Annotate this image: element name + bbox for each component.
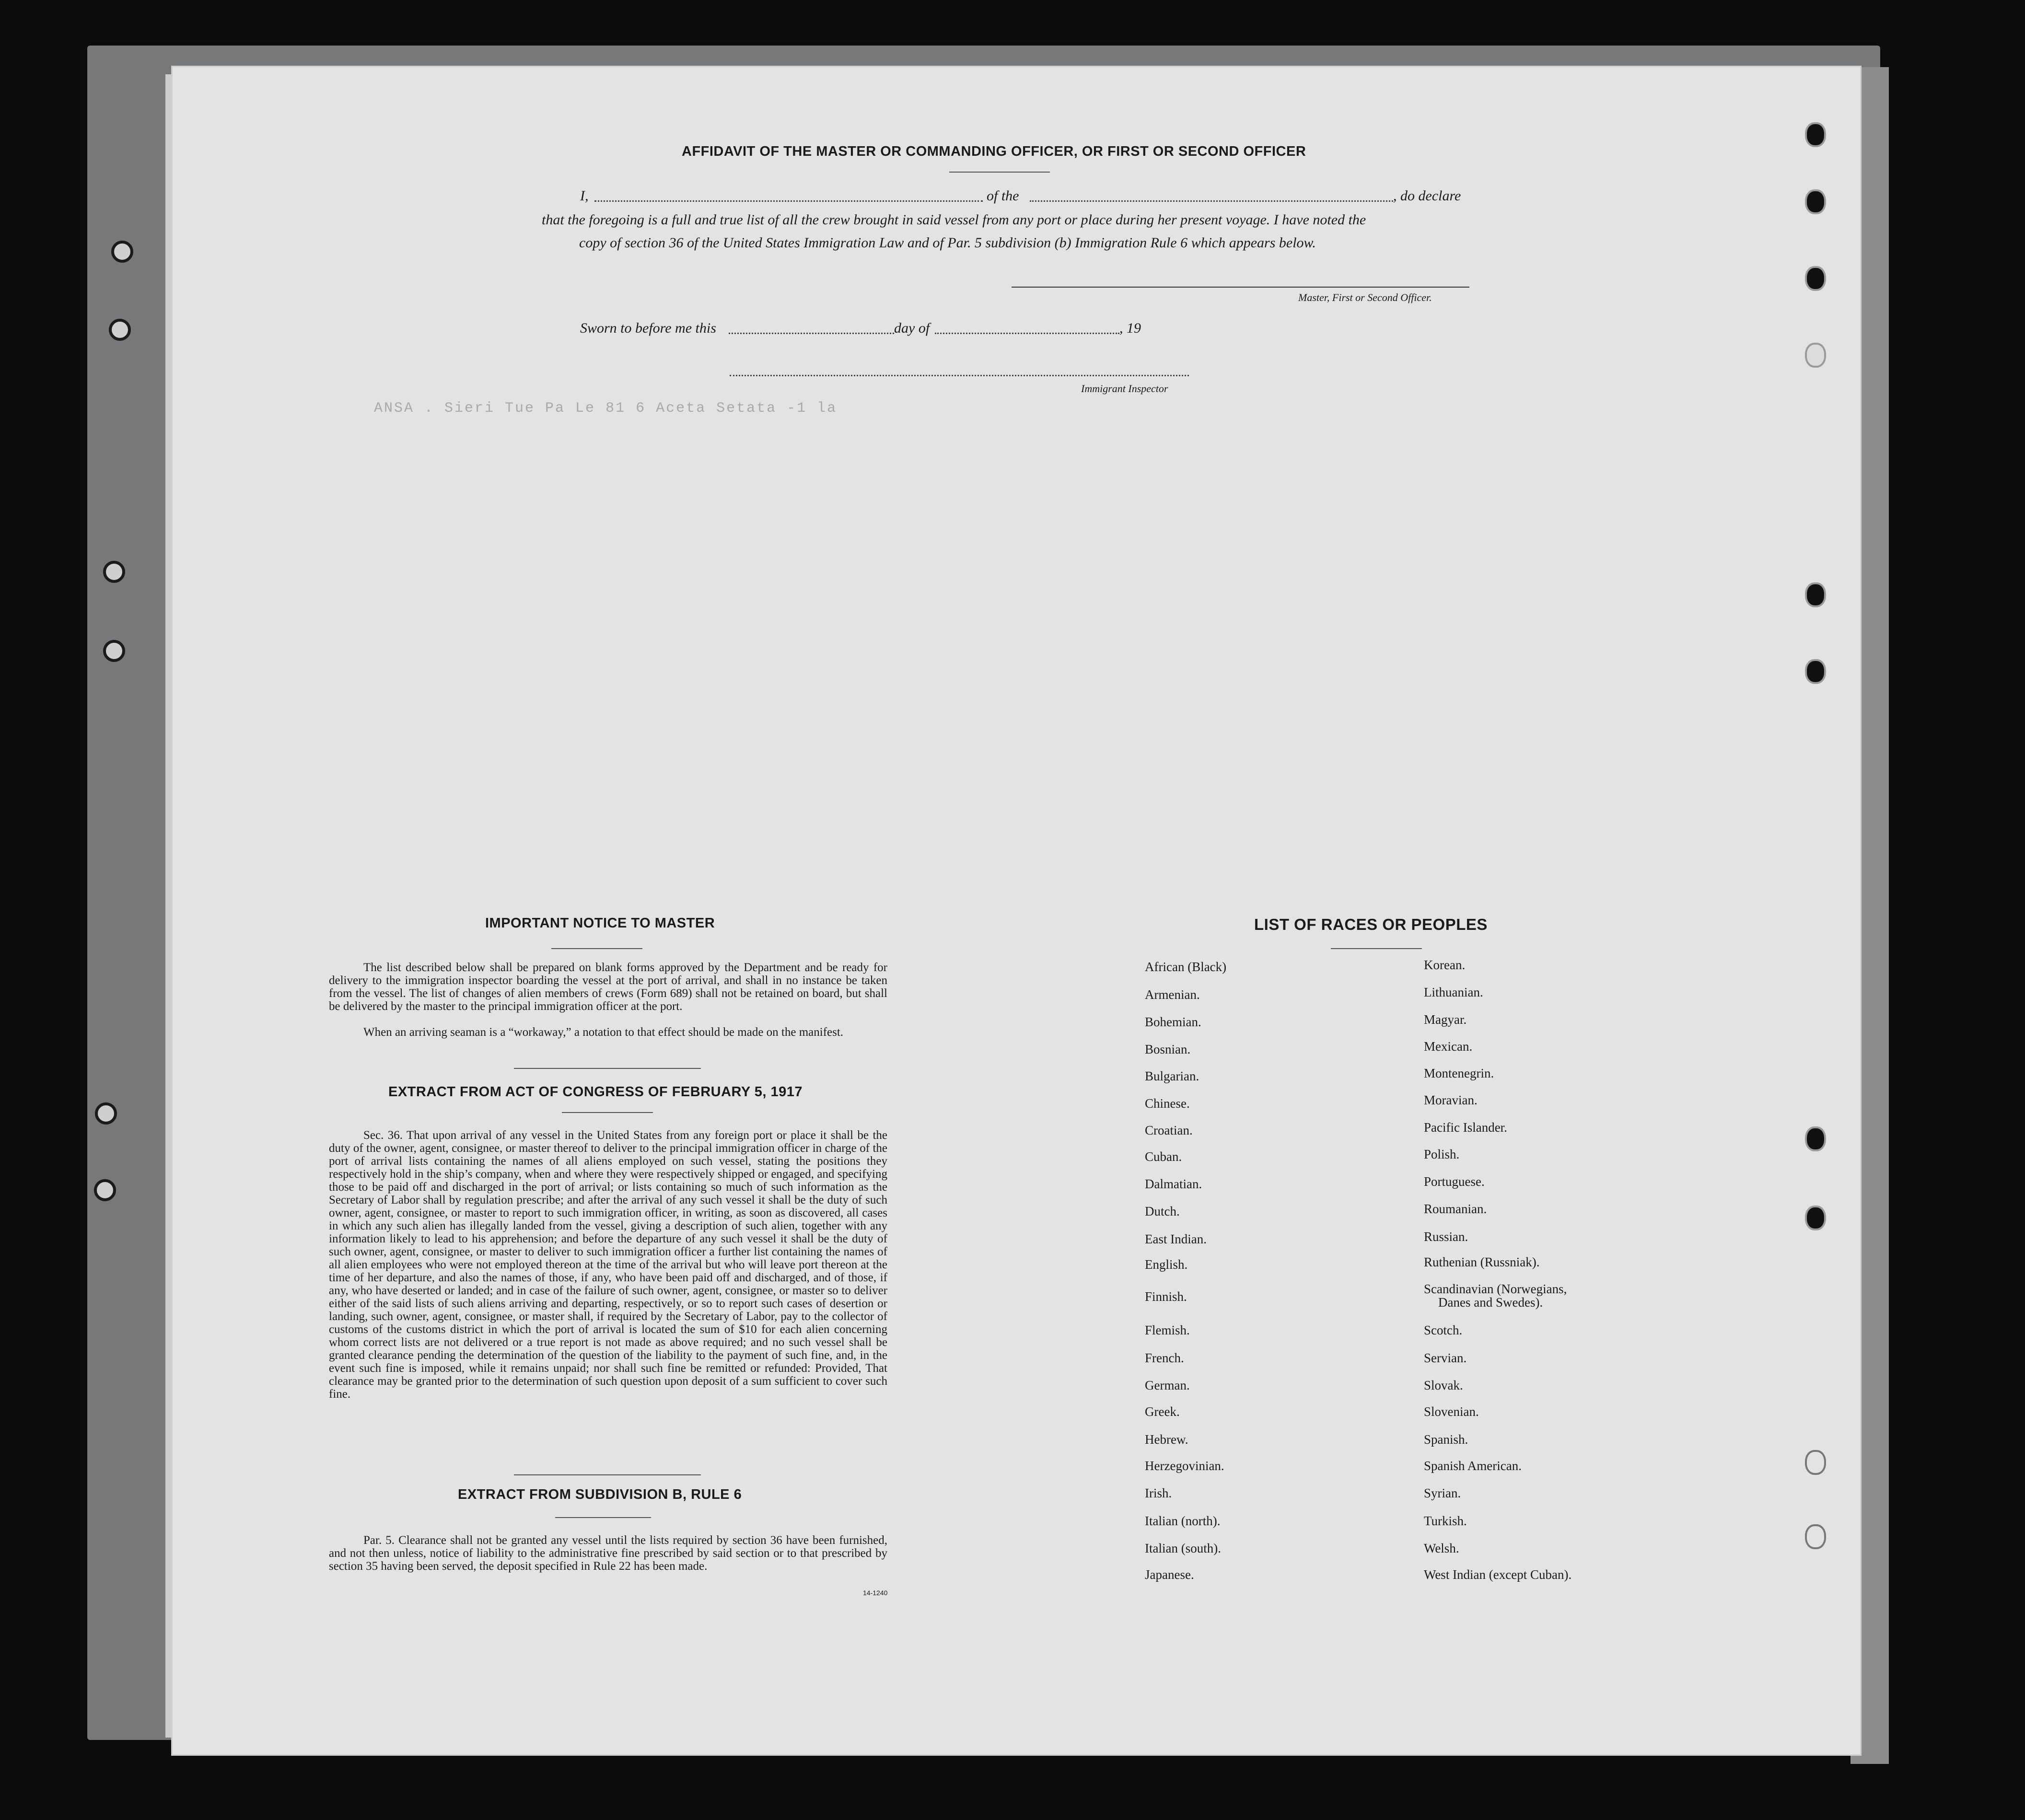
binder-hole-right-6: [1805, 659, 1826, 684]
notice-paragraph-2: When an arriving seaman is a “workaway,” a notation to that effect should be made on the manifest.: [363, 1026, 844, 1039]
race-item: Greek.: [1145, 1404, 1180, 1419]
race-item: Finnish.: [1145, 1289, 1187, 1304]
affidavit-title: AFFIDAVIT OF THE MASTER OR COMMANDING OFFICER, OR FIRST OR SECOND OFFICER: [682, 144, 1306, 159]
binder-hole-right-7: [1805, 1126, 1826, 1151]
inspector-label: Immigrant Inspector: [1081, 383, 1168, 394]
race-item: Bosnian.: [1145, 1042, 1191, 1056]
affidavit-line1-declare: , do declare: [1393, 188, 1461, 204]
race-item: Pacific Islander.: [1424, 1120, 1507, 1135]
race-item: Scotch.: [1424, 1323, 1463, 1337]
sworn-day-field[interactable]: [729, 333, 894, 334]
binder-hole-2: [109, 319, 131, 341]
race-item: Cuban.: [1145, 1149, 1182, 1164]
extract-rule-body: Par. 5. Clearance shall not be granted any vessel until the lists required by section 36 have been furnished, and not then unless, notice of liability to the administrative fine prescribed by said section or to that prescribed by section 35 having been served, the deposit specified in Rule 22 has been made.: [329, 1534, 887, 1573]
binder-hole-right-2: [1805, 189, 1826, 214]
affidavit-line3: copy of section 36 of the United States Immigration Law and of Par. 5 subdivision (b) Immigration Rule 6 which appears below.: [579, 235, 1316, 251]
race-item: Italian (south).: [1145, 1541, 1221, 1555]
race-item: East Indian.: [1145, 1232, 1207, 1246]
race-item: Hebrew.: [1145, 1432, 1188, 1447]
extract-act-title-rule: [562, 1112, 653, 1113]
race-item: Ruthenian (Russniak).: [1424, 1255, 1540, 1269]
affidavit-title-rule: [949, 172, 1050, 173]
race-item: Bulgarian.: [1145, 1069, 1199, 1083]
race-item: English.: [1145, 1257, 1188, 1272]
race-item: Japanese.: [1145, 1567, 1194, 1582]
binder-hole-right-9: [1805, 1450, 1826, 1475]
race-item: Chinese.: [1145, 1096, 1190, 1111]
notice-title: IMPORTANT NOTICE TO MASTER: [485, 916, 715, 931]
form-number: 14-1240: [863, 1589, 888, 1597]
master-signature-line[interactable]: [1012, 287, 1469, 288]
race-item: French.: [1145, 1351, 1184, 1365]
bleed-through-row: ANSA . Sieri Tue Pa Le 81 6 Aceta Setata -1 la: [374, 400, 838, 417]
binder-hole-right-1: [1805, 122, 1826, 147]
document-page: [173, 67, 1860, 1754]
race-item: Korean.: [1424, 958, 1466, 972]
race-item: Lithuanian.: [1424, 985, 1483, 999]
affidavit-line1-i: I,: [580, 188, 589, 204]
race-item: Danes and Swedes).: [1438, 1295, 1543, 1310]
section-divider-2: [514, 1474, 701, 1475]
race-item: Roumanian.: [1424, 1202, 1487, 1216]
day-of-label: day of: [894, 320, 930, 336]
sworn-before-label: Sworn to before me this: [580, 320, 716, 336]
binder-hole-right-8: [1805, 1206, 1826, 1230]
race-item: Flemish.: [1145, 1323, 1190, 1337]
notice-paragraph-1: The list described below shall be prepared on blank forms approved by the Department and be ready for delivery to the immigration inspector boarding the vessel at the port of arrival, and shall in no instance be taken from the vessel. The list of changes of alien members of crews (Form 689) shall not be retained on board, but shall be delivered by the master to the principal immigration officer at the port.: [329, 961, 887, 1013]
race-item: Bohemian.: [1145, 1015, 1201, 1029]
race-item: West Indian (except Cuban).: [1424, 1567, 1572, 1582]
race-item: Syrian.: [1424, 1486, 1461, 1500]
race-item: Mexican.: [1424, 1039, 1473, 1054]
race-item: Dutch.: [1145, 1204, 1180, 1218]
sworn-month-field[interactable]: [935, 333, 1119, 334]
affidavit-line1-of-the: of the: [987, 188, 1019, 204]
section-divider-1: [514, 1068, 701, 1069]
races-title: LIST OF RACES OR PEOPLES: [1254, 916, 1488, 933]
race-item: Polish.: [1424, 1147, 1460, 1161]
extract-act-body: Sec. 36. That upon arrival of any vessel in the United States from any foreign port or place it shall be the duty of the owner, agent, consignee, or master thereof to deliver to the principal immigration officer in charge of the port of arrival lists containing the names of all aliens employed on such vessel, stating the positions they respectively hold in the ship’s company, when and where they were respectively shipped or engaged, and specifying those to be paid off and discharged in the port of arrival; or lists containing so much of such information as the Secretary of Labor shall by regulation prescribe; and after the arrival of any such vessel it shall be the duty of such owner, agent, consignee, or master to report to such immigration officer, in writing, as soon as discovered, all cases in which any such alien has illegally landed from the vessel, giving a description of such alien, together with any information likely to lead to his apprehension; and before the departure of any such vessel it shall be the duty of such owner, agent, consignee, or master to deliver to such immigration officer a further list containing the names of all alien employees who were not employed thereon at the time of the arrival but who will leave port thereon at the time of her departure, and also the names of those, if any, who have been paid off and discharged, and of those, if any, who have deserted or landed; and in case of the failure of such owner, agent, consignee, or master so to deliver either of the said lists of such aliens arriving and departing, respectively, or so to report such cases of desertion or landing, such owner, agent, consignee, or master shall, if required by the Secretary of Labor, pay to the collector of customs of the customs district in which the port of arrival is located the sum of $10 for each alien concerning whom correct lists are not delivered or a true report is not made as above required; and no such vessel shall be granted clearance pending the determination of the question of the liability to the payment of such fine, and, in the event such fine is imposed, while it remains unpaid; nor shall such fine be remitted or refunded: Provided, That clearance may be granted prior to the determination of such question upon deposit of a sum sufficient to cover such fine.: [329, 1129, 887, 1401]
binder-hole-right-5: [1805, 582, 1826, 607]
race-item: African (Black): [1145, 960, 1227, 974]
affidavit-line2: that the foregoing is a full and true list of all the crew brought in said vessel from any port or place during her present voyage. I have noted the: [542, 212, 1366, 228]
notice-title-rule: [551, 948, 642, 949]
inspector-signature-line[interactable]: [730, 375, 1189, 376]
extract-rule-title: EXTRACT FROM SUBDIVISION B, RULE 6: [458, 1487, 742, 1502]
race-item: Spanish American.: [1424, 1459, 1522, 1473]
binder-hole-6: [94, 1179, 116, 1201]
race-item: Magyar.: [1424, 1012, 1467, 1027]
race-item: German.: [1145, 1378, 1190, 1392]
race-item: Moravian.: [1424, 1093, 1478, 1107]
race-item: Irish.: [1145, 1486, 1172, 1500]
race-item: Servian.: [1424, 1351, 1467, 1365]
affidavit-name-field[interactable]: [594, 200, 983, 202]
extract-act-title: EXTRACT FROM ACT OF CONGRESS OF FEBRUARY 5, 1917: [388, 1084, 803, 1100]
binder-hole-1: [111, 241, 133, 263]
binder-hole-3: [103, 561, 125, 583]
race-item: Russian.: [1424, 1229, 1468, 1244]
race-item: Welsh.: [1424, 1541, 1459, 1555]
binder-hole-right-10: [1805, 1524, 1826, 1549]
page-edge: [165, 74, 172, 1738]
race-item: Slovenian.: [1424, 1404, 1479, 1419]
race-item: Armenian.: [1145, 987, 1200, 1002]
race-item: Slovak.: [1424, 1378, 1463, 1392]
race-item: Portuguese.: [1424, 1174, 1485, 1189]
race-item: Herzegovinian.: [1145, 1459, 1224, 1473]
year-prefix: , 19: [1119, 320, 1141, 336]
race-item: Dalmatian.: [1145, 1177, 1202, 1191]
race-item: Turkish.: [1424, 1514, 1467, 1528]
races-title-rule: [1331, 948, 1422, 949]
master-signature-label: Master, First or Second Officer.: [1298, 291, 1432, 303]
binder-hole-right-4: [1805, 343, 1826, 368]
affidavit-vessel-field[interactable]: [1030, 200, 1393, 202]
binder-hole-5: [95, 1102, 117, 1124]
race-item: Scandinavian (Norwegians,: [1424, 1282, 1567, 1296]
race-item: Spanish.: [1424, 1432, 1468, 1447]
binder-hole-4: [103, 640, 125, 662]
race-item: Italian (north).: [1145, 1514, 1221, 1528]
extract-rule-title-rule: [555, 1517, 651, 1518]
race-item: Montenegrin.: [1424, 1066, 1494, 1080]
race-item: Croatian.: [1145, 1123, 1193, 1137]
binder-hole-right-3: [1805, 266, 1826, 291]
